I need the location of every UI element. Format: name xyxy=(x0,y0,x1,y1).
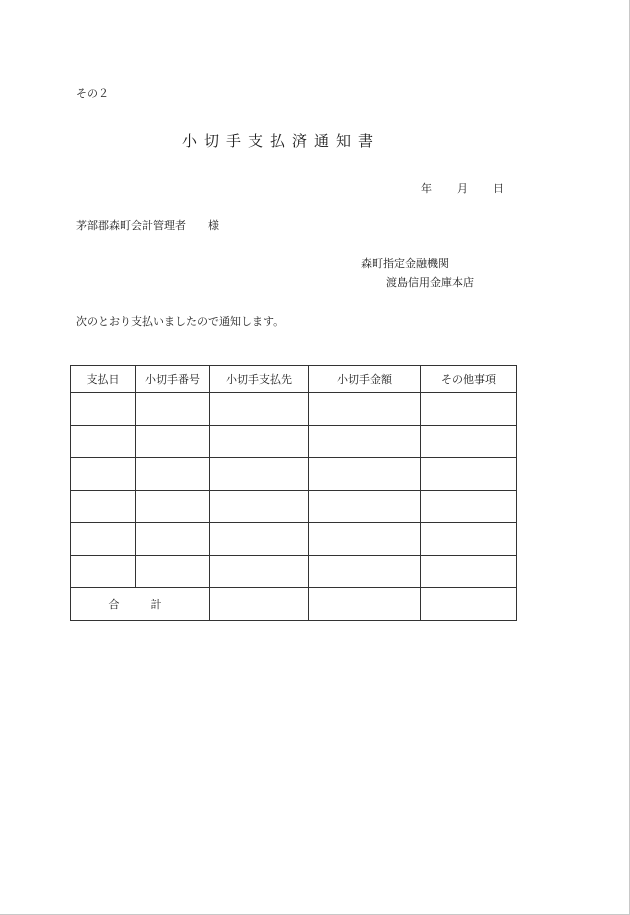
header-payee: 小切手支払先 xyxy=(210,366,309,393)
total-check-amount[interactable] xyxy=(309,588,421,621)
date-day-label: 日 xyxy=(493,182,504,195)
cell-check-amount[interactable] xyxy=(309,555,421,588)
cell-payee[interactable] xyxy=(210,458,309,491)
cell-payment-date[interactable] xyxy=(71,555,136,588)
cell-payee[interactable] xyxy=(210,425,309,458)
total-label: 合 計 xyxy=(71,588,210,621)
cell-other-notes[interactable] xyxy=(421,393,517,426)
date-year-label: 年 xyxy=(421,182,432,195)
notice-message: 次のとおり支払いましたので通知します。 xyxy=(76,315,285,328)
cell-check-amount[interactable] xyxy=(309,523,421,556)
total-other-notes[interactable] xyxy=(421,588,517,621)
cell-check-number[interactable] xyxy=(136,425,210,458)
table-row xyxy=(71,425,517,458)
cell-other-notes[interactable] xyxy=(421,490,517,523)
payment-table xyxy=(70,365,517,621)
cell-payee[interactable] xyxy=(210,555,309,588)
header-check-amount: 小切手金額 xyxy=(309,366,421,393)
header-check-number: 小切手番号 xyxy=(136,366,210,393)
cell-other-notes[interactable] xyxy=(421,523,517,556)
header-other-notes: その他事項 xyxy=(421,366,517,393)
table-row xyxy=(71,393,517,426)
sender-branch: 渡島信用金庫本店 xyxy=(386,276,474,289)
header-payment-date: 支払日 xyxy=(71,366,136,393)
cell-check-amount[interactable] xyxy=(309,490,421,523)
cell-payment-date[interactable] xyxy=(71,425,136,458)
cell-payment-date[interactable] xyxy=(71,458,136,491)
sender-institution: 森町指定金融機関 xyxy=(361,257,449,270)
table-row xyxy=(71,490,517,523)
table-row xyxy=(71,523,517,556)
cell-other-notes[interactable] xyxy=(421,425,517,458)
date-month-label: 月 xyxy=(457,182,468,195)
cell-payee[interactable] xyxy=(210,393,309,426)
recipient-honorific: 様 xyxy=(208,219,219,232)
total-payee[interactable] xyxy=(210,588,309,621)
document-title: 小切手支払済通知書 xyxy=(182,132,381,150)
cell-check-number[interactable] xyxy=(136,393,210,426)
date-line xyxy=(421,180,504,196)
table-total-row xyxy=(71,588,517,621)
cell-other-notes[interactable] xyxy=(421,555,517,588)
recipient xyxy=(76,217,219,233)
form-number: その２ xyxy=(76,87,109,100)
cell-payment-date[interactable] xyxy=(71,393,136,426)
cell-check-amount[interactable] xyxy=(309,393,421,426)
cell-payment-date[interactable] xyxy=(71,523,136,556)
cell-payee[interactable] xyxy=(210,490,309,523)
cell-payment-date[interactable] xyxy=(71,490,136,523)
cell-payee[interactable] xyxy=(210,523,309,556)
cell-check-amount[interactable] xyxy=(309,458,421,491)
cell-check-number[interactable] xyxy=(136,490,210,523)
table-row xyxy=(71,458,517,491)
cell-check-amount[interactable] xyxy=(309,425,421,458)
cell-other-notes[interactable] xyxy=(421,458,517,491)
table-row xyxy=(71,555,517,588)
table-header-row xyxy=(71,366,517,393)
cell-check-number[interactable] xyxy=(136,555,210,588)
cell-check-number[interactable] xyxy=(136,458,210,491)
recipient-name: 茅部郡森町会計管理者 xyxy=(76,219,186,232)
cell-check-number[interactable] xyxy=(136,523,210,556)
